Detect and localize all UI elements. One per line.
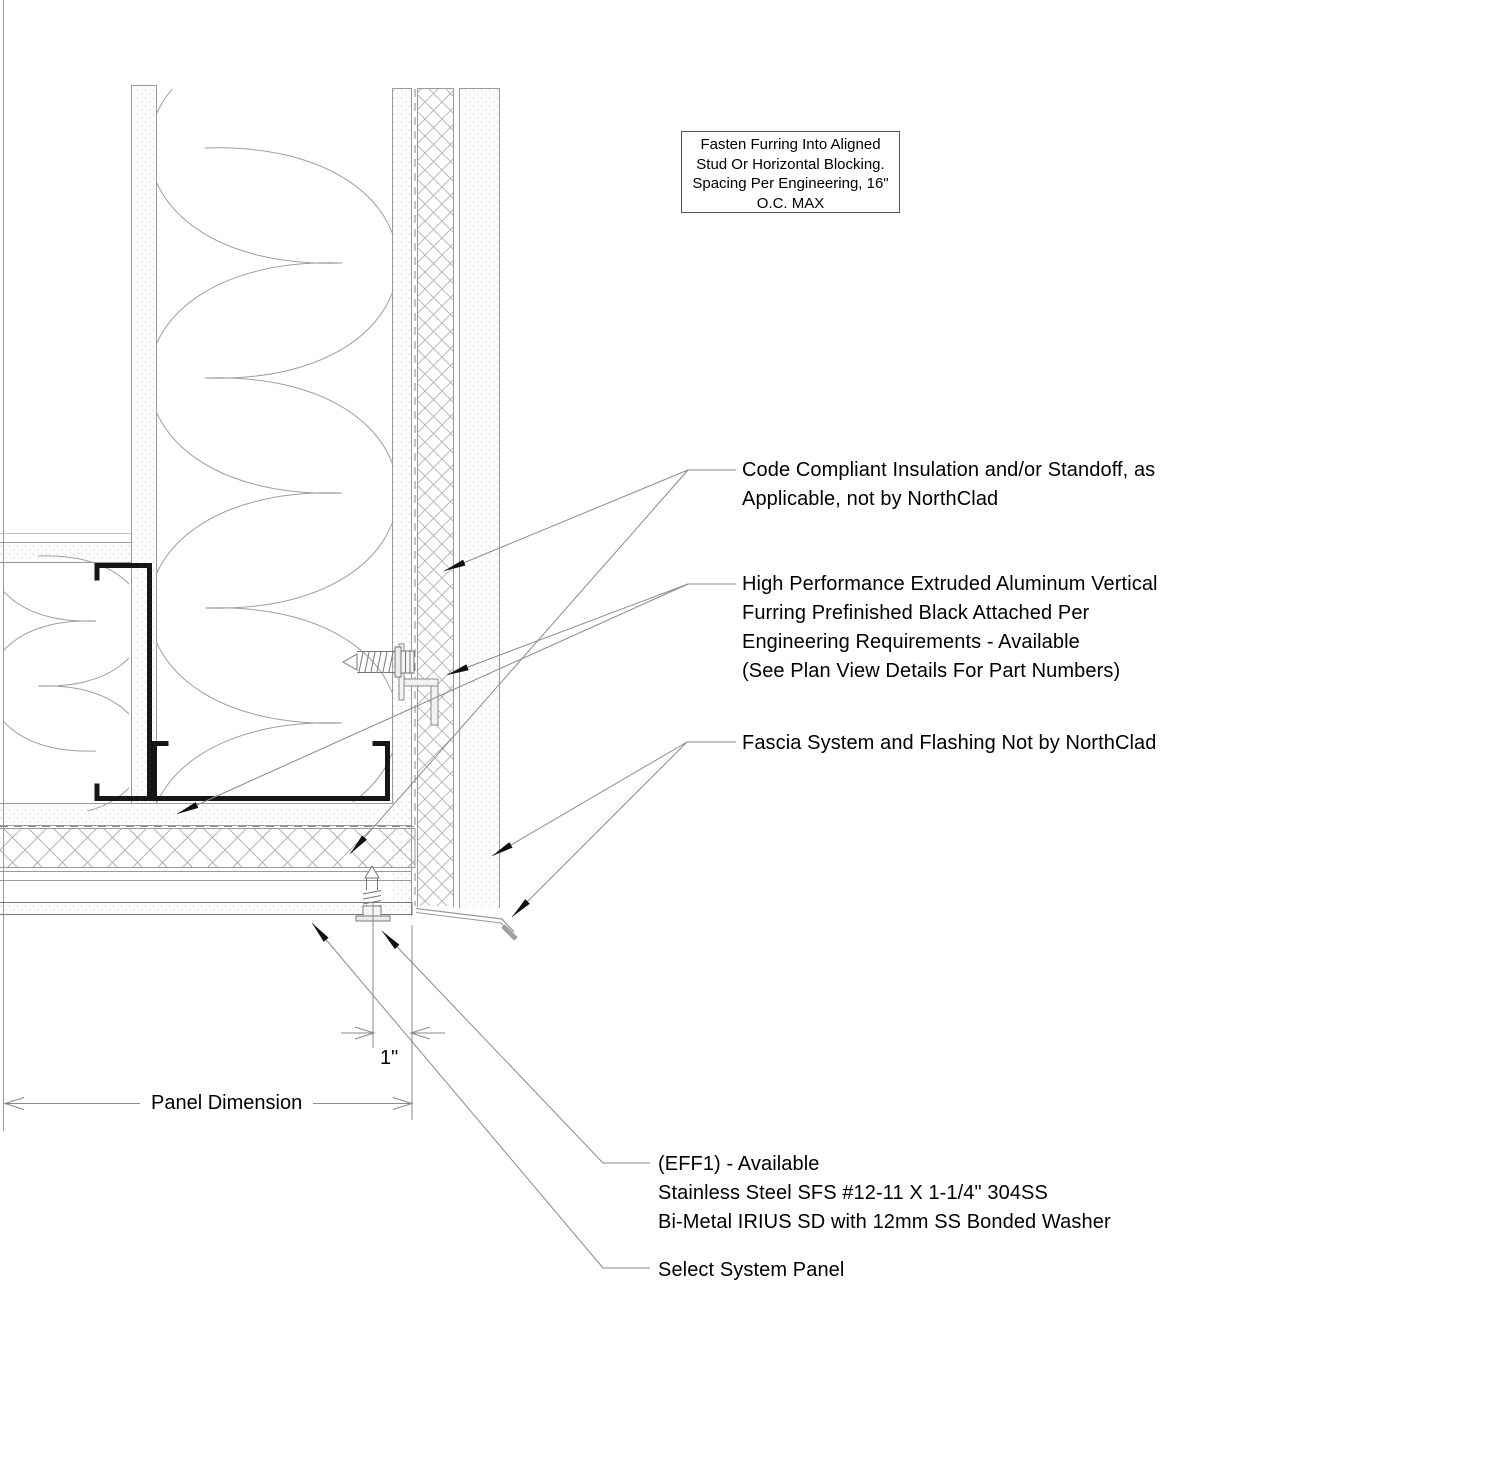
batt-insulation-left bbox=[0, 491, 145, 816]
callout-panel bbox=[658, 1256, 844, 1285]
leader-lines bbox=[177, 470, 736, 1268]
dimension-lines bbox=[5, 902, 445, 1120]
horizontal-blocking bbox=[0, 534, 131, 563]
insulation-horizontal bbox=[0, 828, 415, 868]
callout-insulation bbox=[742, 456, 1155, 514]
insulation-vertical bbox=[417, 88, 454, 907]
note-line: Fasten Furring Into Aligned bbox=[700, 136, 881, 153]
callout-line: Stainless Steel SFS #12-11 X 1-1/4" 304SS bbox=[658, 1182, 1048, 1204]
sheathing-horizontal bbox=[0, 804, 412, 826]
dimension-panel-label: Panel Dimension bbox=[151, 1092, 303, 1114]
fascia-flashing bbox=[416, 909, 516, 940]
callout-line: High Performance Extruded Aluminum Vertical bbox=[742, 573, 1158, 595]
sheathing-vertical bbox=[392, 88, 412, 916]
note-box bbox=[681, 131, 900, 213]
leader-system-panel bbox=[312, 923, 603, 1268]
note-line: Spacing Per Engineering, 16" bbox=[692, 175, 889, 192]
callout-line: Select System Panel bbox=[658, 1259, 845, 1281]
callout-line: Code Compliant Insulation and/or Standoff, as bbox=[742, 459, 1156, 481]
dimension-offset-label: 1" bbox=[380, 1047, 399, 1069]
callout-line: (EFF1) - Available bbox=[658, 1153, 820, 1175]
fascia-panel bbox=[459, 88, 500, 908]
callout-fascia bbox=[742, 729, 1156, 758]
note-line: Stud Or Horizontal Blocking. bbox=[696, 155, 885, 173]
wall-stud bbox=[131, 85, 157, 803]
callout-line: (See Plan View Details For Part Numbers) bbox=[742, 660, 1121, 682]
leader-panel-screw bbox=[382, 931, 603, 1163]
callout-fastener bbox=[658, 1150, 1111, 1237]
note-line: O.C. MAX bbox=[756, 194, 825, 212]
furring-face-lines bbox=[0, 872, 411, 881]
callout-line: Bi-Metal IRIUS SD with 12mm SS Bonded Washer bbox=[658, 1211, 1111, 1233]
furring-channel bbox=[155, 744, 388, 799]
weather-barrier-dashed bbox=[0, 89, 415, 906]
callout-line: Engineering Requirements - Available bbox=[742, 631, 1080, 653]
callout-line: Fascia System and Flashing Not by NorthClad bbox=[742, 732, 1157, 754]
callout-line: Furring Prefinished Black Attached Per bbox=[742, 602, 1090, 624]
furring-screw bbox=[343, 647, 414, 677]
system-panel bbox=[0, 902, 412, 915]
callout-line: Applicable, not by NorthClad bbox=[742, 488, 999, 510]
callout-furring bbox=[742, 570, 1158, 686]
